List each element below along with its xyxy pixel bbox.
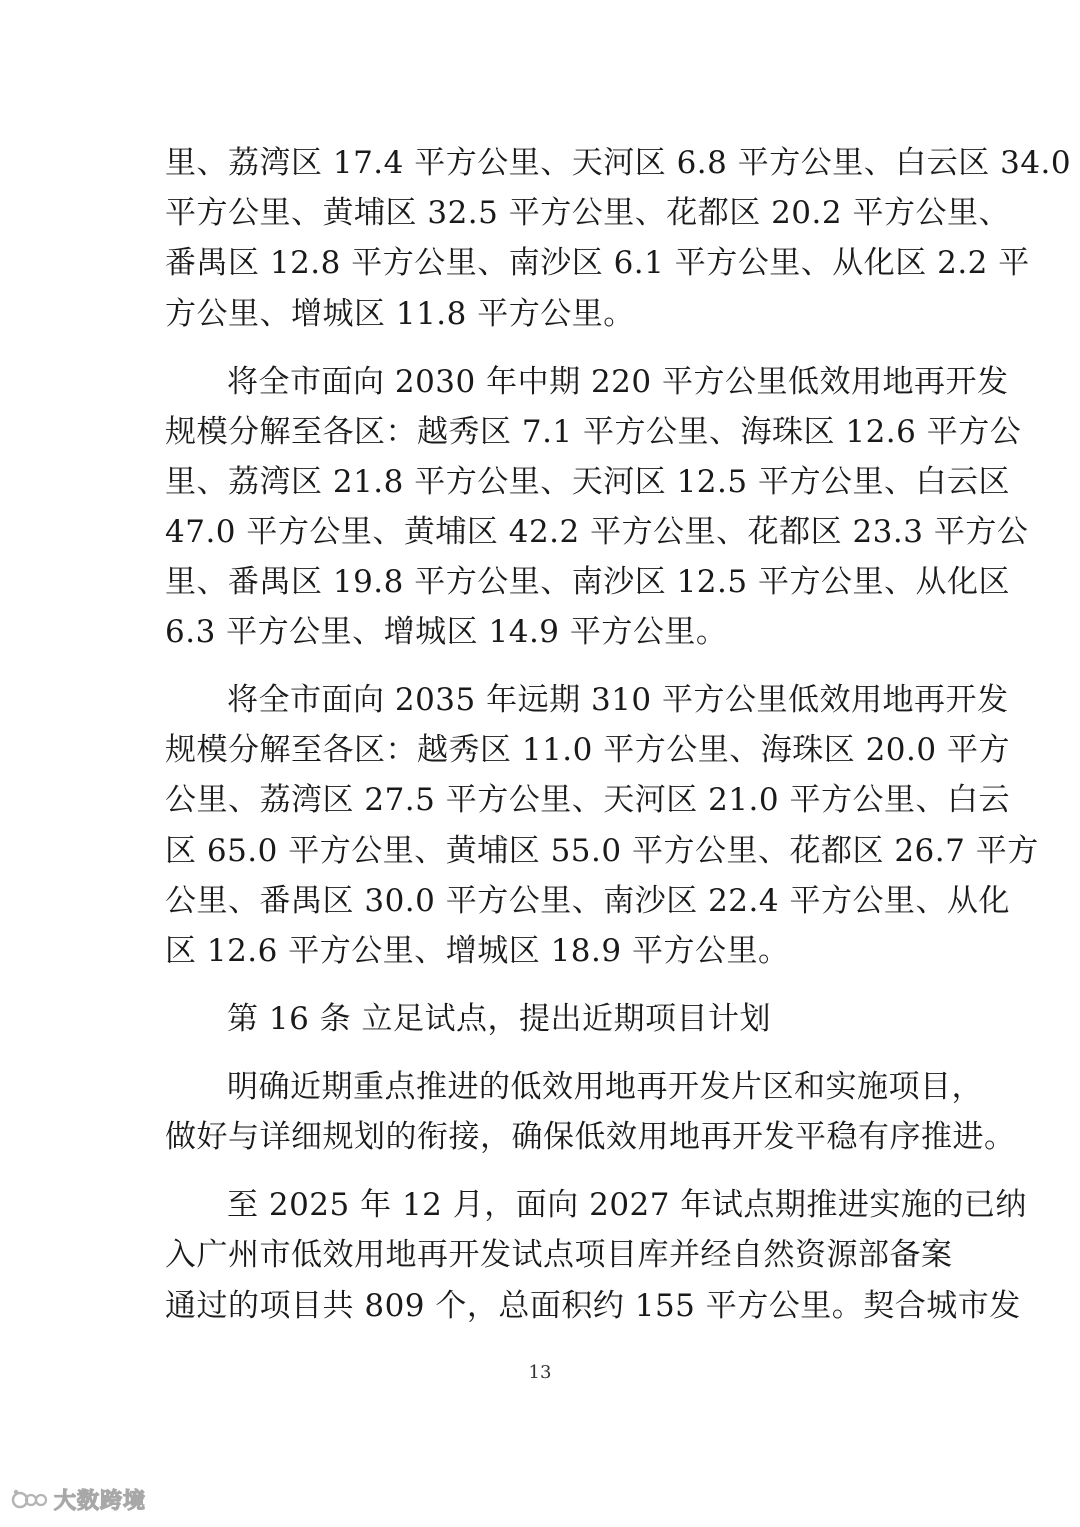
paragraph-line: 番禺区 12.8 平方公里、南沙区 6.1 平方公里、从化区 2.2 平 [165, 245, 1030, 281]
paragraph-line: 做好与详细规划的衔接，确保低效用地再开发平稳有序推进。 [165, 1119, 1016, 1155]
paragraph-line: 里、荔湾区 21.8 平方公里、天河区 12.5 平方公里、白云区 [165, 464, 1010, 500]
paragraph-line: 明确近期重点推进的低效用地再开发片区和实施项目， [227, 1069, 983, 1105]
paragraph-line: 6.3 平方公里、增城区 14.9 平方公里。 [165, 614, 728, 650]
section-heading: 第 16 条 立足试点，提出近期项目计划 [227, 1001, 772, 1037]
watermark-logo-icon [10, 1485, 50, 1513]
paragraph-line: 里、番禺区 19.8 平方公里、南沙区 12.5 平方公里、从化区 [165, 564, 1010, 600]
paragraph-line: 区 12.6 平方公里、增城区 18.9 平方公里。 [165, 933, 790, 969]
paragraph-line: 平方公里、黄埔区 32.5 平方公里、花都区 20.2 平方公里、 [165, 195, 1010, 231]
watermark-text: 大数跨境 [54, 1488, 147, 1514]
paragraph-line: 公里、荔湾区 27.5 平方公里、天河区 21.0 平方公里、白云 [165, 782, 1010, 818]
paragraph-line: 通过的项目共 809 个，总面积约 155 平方公里。契合城市发 [165, 1288, 1021, 1324]
page-number: 13 [528, 1362, 552, 1383]
paragraph-line: 入广州市低效用地再开发试点项目库并经自然资源部备案 [165, 1237, 953, 1273]
paragraph-line: 至 2025 年 12 月，面向 2027 年试点期推进实施的已纳 [227, 1187, 1027, 1223]
paragraph-line: 规模分解至各区：越秀区 7.1 平方公里、海珠区 12.6 平方公 [165, 414, 1022, 450]
paragraph-line: 里、荔湾区 17.4 平方公里、天河区 6.8 平方公里、白云区 34.0 [165, 145, 1072, 181]
paragraph-line: 将全市面向 2035 年远期 310 平方公里低效用地再开发 [227, 682, 1009, 718]
paragraph-line: 规模分解至各区：越秀区 11.0 平方公里、海珠区 20.0 平方 [165, 732, 1010, 768]
paragraph-line: 公里、番禺区 30.0 平方公里、南沙区 22.4 平方公里、从化 [165, 883, 1010, 919]
paragraph-line: 将全市面向 2030 年中期 220 平方公里低效用地再开发 [227, 364, 1009, 400]
paragraph-line: 区 65.0 平方公里、黄埔区 55.0 平方公里、花都区 26.7 平方 [165, 833, 1039, 869]
paragraph-line: 方公里、增城区 11.8 平方公里。 [165, 296, 635, 332]
watermark [10, 1483, 146, 1515]
paragraph-line: 47.0 平方公里、黄埔区 42.2 平方公里、花都区 23.3 平方公 [165, 514, 1029, 550]
